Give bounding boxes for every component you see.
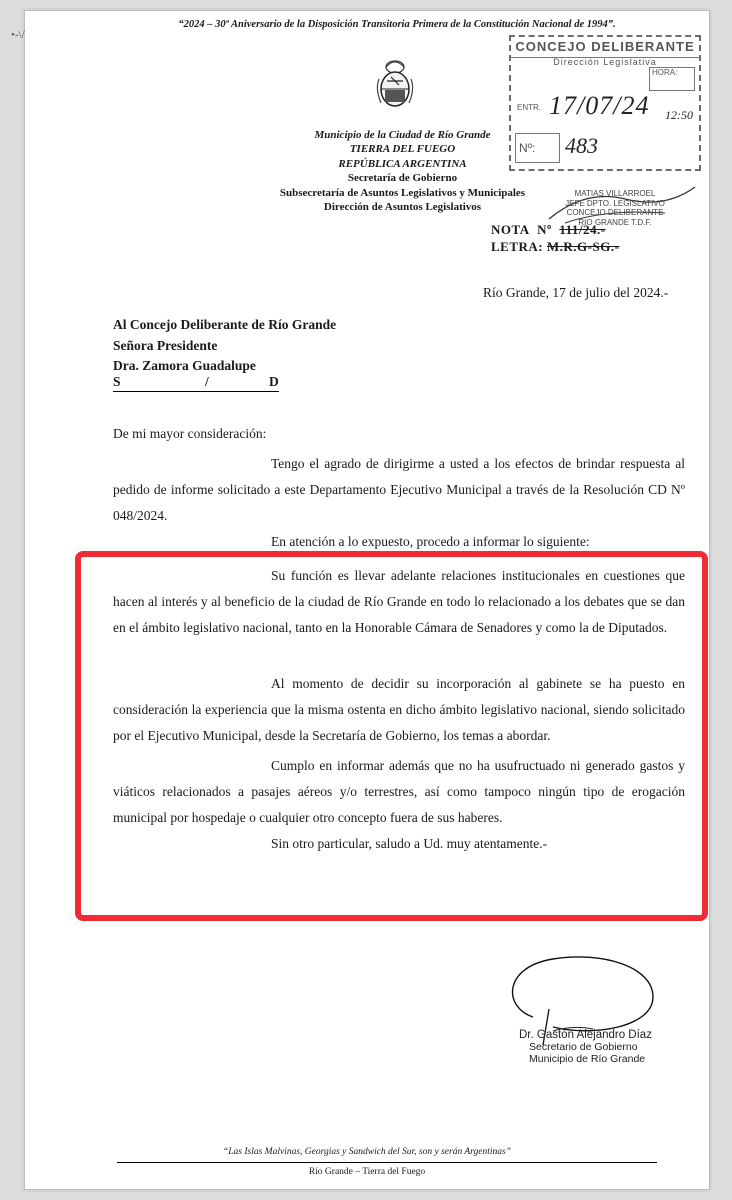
header-motto: “2024 – 30º Aniversario de la Disposición Transitoria Primera de la Constitución Nacional de 1994”. — [178, 19, 616, 30]
footer-quote: “Las Islas Malvinas, Georgias y Sandwich del Sur, son y serán Argentinas” — [222, 1147, 512, 1157]
country-name: REPÚBLICA ARGENTINA — [338, 157, 467, 170]
stamp-title: CONCEJO DELIBERANTE — [511, 37, 699, 58]
stamp-hora-box — [649, 67, 695, 91]
stamp-number-value: 483 — [565, 133, 598, 158]
municipality-name: Municipio de la Ciudad de Río Grande — [314, 129, 491, 141]
coat-of-arms-icon — [375, 59, 415, 111]
footer-city: Río Grande – Tierra del Fuego — [308, 1167, 426, 1177]
stamp-subtitle: Dirección Legislativa — [553, 57, 657, 67]
addressee-line2: Señora Presidente — [113, 337, 218, 353]
direction-name: Dirección de Asuntos Legislativos — [323, 201, 482, 214]
document-page — [11, 10, 710, 1190]
note-number-prefix: Nº — [537, 222, 552, 237]
addressee-line1: Al Concejo Deliberante de Río Grande — [113, 317, 337, 332]
paragraph-2: En atención a lo expuesto, procedo a informar lo siguiente: — [271, 534, 590, 549]
government-header — [279, 128, 526, 214]
stamp-hora-value: 12:50 — [665, 108, 693, 122]
note-number: 111/24.- — [559, 222, 606, 237]
note-reference — [491, 221, 619, 255]
receiver-name: MATIAS VILLARROEL — [574, 189, 656, 198]
letra-label: LETRA: — [491, 239, 544, 254]
stamp-date-label: ENTR. — [517, 103, 541, 112]
date-line: Río Grande, 17 de julio del 2024.- — [483, 285, 669, 300]
greeting: De mi mayor consideración: — [113, 426, 267, 441]
paragraph-1: Tengo el agrado de dirigirme a usted a los efectos de brindar respuesta al pedido de informe solicitado a este Departamento Ejecutivo Municipal a través de la Resolución CD Nº 048/2024. — [113, 456, 685, 523]
margin-scribble: •-\/ — [11, 29, 25, 41]
stamp-date-value: 17/07/24 — [549, 91, 650, 120]
paragraph-5: Cumplo en informar además que no ha usufructuado ni generado gastos y viáticos relacionados a pasajes aéreos y/o terrestres, así como tampoco ningún tipo de erogación municipal por hospedaje o cualquier otro concepto fuera de sus haberes. — [113, 758, 685, 825]
signatory-block — [519, 1029, 652, 1065]
secretariat-name: Secretaría de Gobierno — [347, 172, 458, 185]
signatory-title: Secretario de Gobierno — [529, 1041, 638, 1053]
receiver-place: RIO GRANDE T.D.F. — [578, 217, 652, 227]
paragraph-3: Su función es llevar adelante relaciones institucionales en cuestiones que hacen al interés y al beneficio de la ciudad de Río Grande en todo lo relacionado a los debates que se dan en el ámbito legislativo nacional, tanto en la Honorable Cámara de Senadores y como la de Diputados. — [113, 568, 685, 635]
stamp-hora-label: HORA: — [652, 68, 678, 77]
addressee-sd — [113, 374, 279, 392]
note-label: NOTA — [491, 222, 530, 237]
paragraph-4: Al momento de decidir su incorporación al gabinete se ha puesto en consideración la experiencia que la misma ostenta en dicho ámbito legislativo nacional, siendo solicitado por el Ejecutivo Municipal, desde la Secretaría de Gobierno, los temas a abordar. — [113, 676, 685, 743]
subsecretariat-name: Subsecretaría de Asuntos Legislativos y Municipales — [279, 186, 526, 199]
signatory-name: Dr. Gastón Alejandro Díaz — [519, 1029, 652, 1041]
signatory-org: Municipio de Río Grande — [529, 1053, 646, 1065]
addressee-line3: Dra. Zamora Guadalupe — [113, 358, 256, 373]
footer-divider — [117, 1162, 657, 1163]
sd-d: D — [269, 374, 279, 389]
province-name: TIERRA DEL FUEGO — [349, 143, 456, 156]
addressee — [113, 315, 336, 377]
receiver-title: JEFE DPTO. LEGISLATIVO — [565, 198, 665, 208]
sd-slash: / — [205, 374, 209, 389]
stamp-number-label: Nº: — [515, 133, 560, 163]
closing-line: Sin otro particular, saludo a Ud. muy atentamente.- — [271, 836, 548, 851]
sd-s: S — [113, 374, 121, 389]
reception-stamp — [509, 35, 701, 171]
letra-value: M.R.G-SG.- — [546, 239, 620, 254]
highlight-box — [75, 551, 708, 921]
receiver-org: CONCEJO DELIBERANTE — [566, 208, 664, 217]
